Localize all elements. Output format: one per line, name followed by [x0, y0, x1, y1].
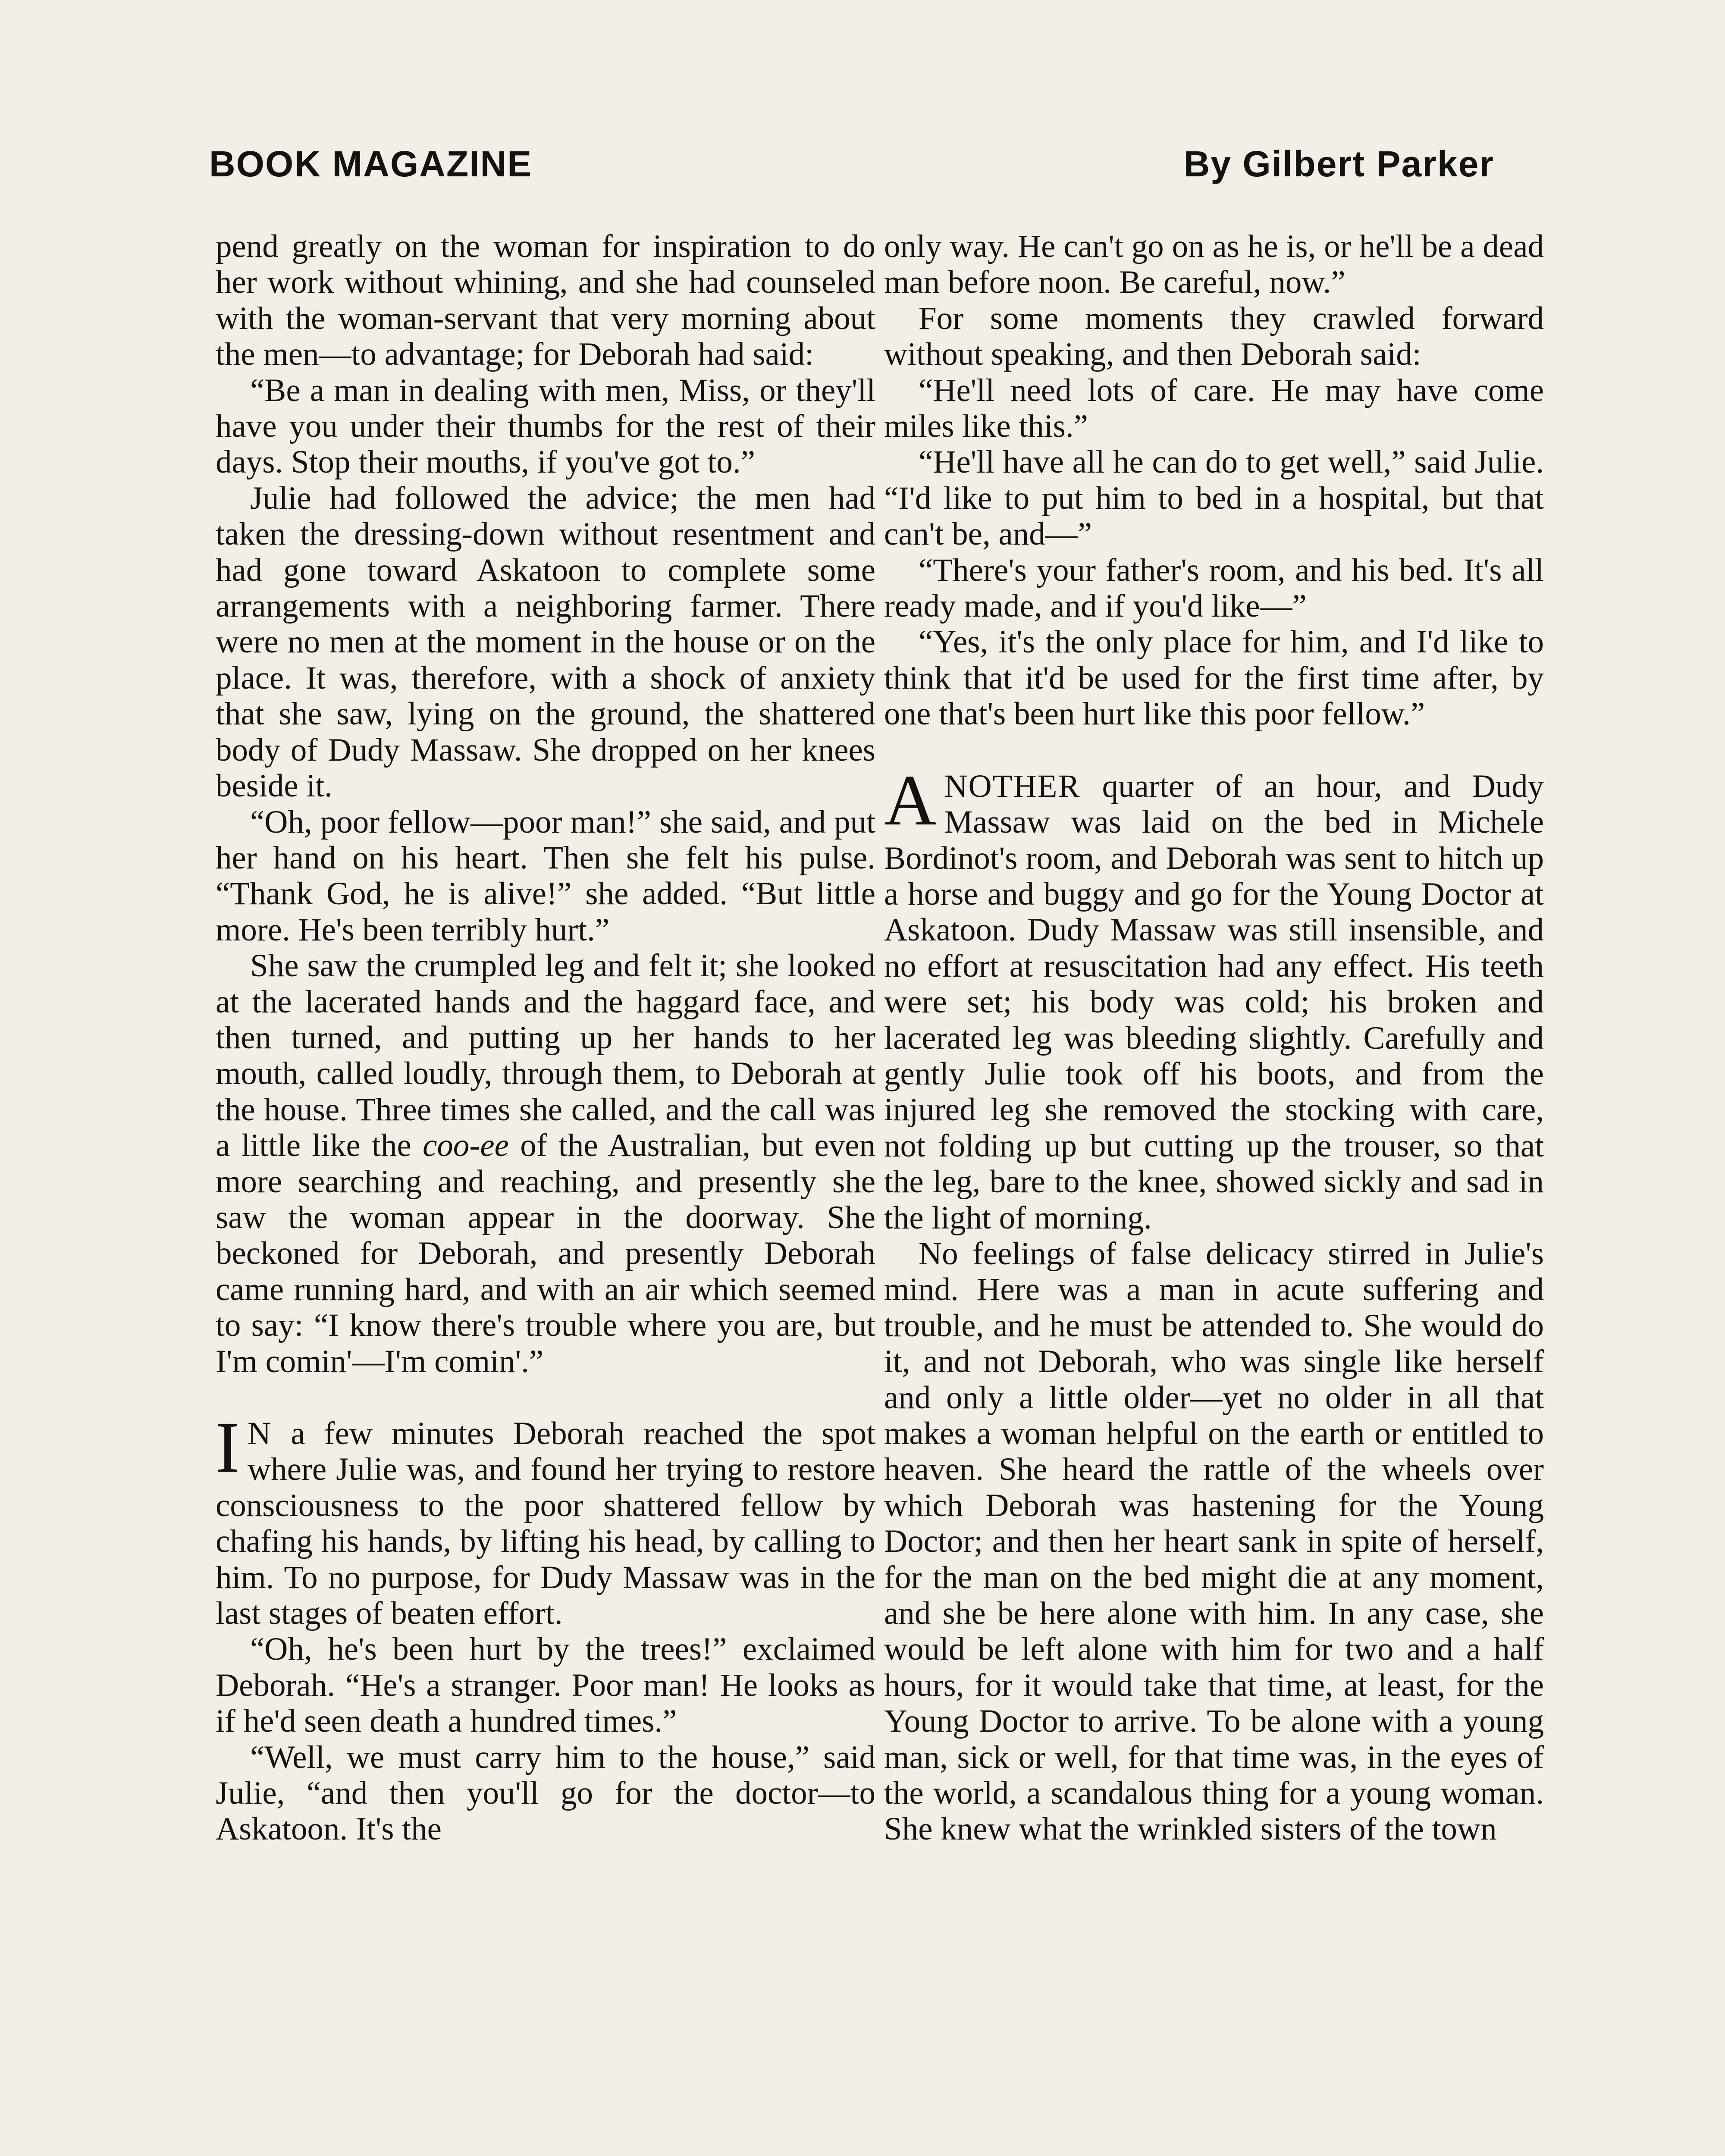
paragraph: pend greatly on the woman for inspiration to do her work without whining, and she had counseled with the woman-servant that very morning about the men—to advantage; for Deborah had said: [216, 229, 875, 373]
section-paragraph [884, 760, 1544, 1236]
running-header-title: BOOK MAGAZINE [209, 144, 533, 184]
paragraph-text: of the Australian, but even more searching and reaching, and presently she saw the woman appear in the doorway. She beckoned for Deborah, and presently Deborah came running hard, and with an air which seemed to say: “I know there's trouble where you are, but I'm comin'—I'm comin'.” [216, 1128, 875, 1379]
paragraph: For some moments they crawled forward without speaking, and then Deborah said: [884, 300, 1544, 373]
paragraph: “He'll need lots of care. He may have come miles like this.” [884, 372, 1544, 445]
paragraph: “There's your father's room, and his bed. It's all ready made, and if you'd like—” [884, 552, 1544, 624]
small-caps-lead: NOTHER [944, 768, 1081, 804]
paragraph [216, 948, 875, 1379]
paragraph: “Be a man in dealing with men, Miss, or they'll have you under their thumbs for the rest of their days. Stop their mouths, if you've got to.” [216, 372, 875, 480]
paragraph-text: She saw the crumpled leg and felt it; she looked at the lacerated hands and the haggard face, and then turned, and putting up her hands to her mouth, called loudly, through them, to Deborah at the house. Three times she called, and the call was a little like the [216, 948, 875, 1164]
emphasis-text: coo-ee [423, 1128, 509, 1164]
running-header-author: By Gilbert Parker [1183, 144, 1494, 184]
paragraph: Julie had followed the advice; the men had taken the dressing-down without resentment and had gone toward Askatoon to complete some arrangements with a neighboring farmer. There were no men at the moment in the house or on the place. It was, therefore, with a shock of anxiety that she saw, lying on the ground, the shattered body of Dudy Massaw. She dropped on her knees beside it. [216, 480, 875, 804]
paragraph: “Well, we must carry him to the house,” said Julie, “and then you'll go for the doctor—to Askatoon. It's the [216, 1739, 875, 1847]
right-column [884, 229, 1544, 1847]
paragraph-text: a few minutes Deborah reached the spot where Julie was, and found her trying to restore consciousness to the poor shattered fellow by chafing his hands, by lifting his head, by calling to him. To no purpose, for Dudy Massaw was in the last stages of beaten effort. [216, 1416, 875, 1632]
small-caps-lead: N [247, 1416, 272, 1451]
paragraph: “Oh, poor fellow—poor man!” she said, and put her hand on his heart. Then she felt his pulse. “Thank God, he is alive!” she added. “But little more. He's been terribly hurt.” [216, 804, 875, 948]
paragraph: “Yes, it's the only place for him, and I'd like to think that it'd be used for the first time after, by one that's been hurt like this poor fellow.” [884, 624, 1544, 732]
section-paragraph [216, 1407, 875, 1632]
paragraph-text: quarter of an hour, and Dudy Massaw was laid on the bed in Michele Bordinot's room, and Deborah was sent to hitch up a horse and buggy and go for the Young Doctor at Askatoon. Dudy Massaw was still insensible, and no effort at resuscitation had any effect. His teeth were set; his body was cold; his broken and lacerated leg was bleeding slightly. Carefully and gently Julie took off his boots, and from the injured leg she removed the stocking with care, not folding up but cutting up the trouser, so that the leg, bare to the knee, showed sickly and sad in the light of morning. [884, 768, 1544, 1236]
paragraph: only way. He can't go on as he is, or he'll be a dead man before noon. Be careful, now.” [884, 229, 1544, 301]
drop-cap: A [884, 760, 937, 840]
paragraph: “Oh, he's been hurt by the trees!” exclaimed Deborah. “He's a stranger. Poor man! He looks as if he'd seen death a hundred times.” [216, 1631, 875, 1739]
paragraph: No feelings of false delicacy stirred in Julie's mind. Here was a man in acute suffering and trouble, and he must be attended to. She would do it, and not Deborah, who was single like herself and only a little older—yet no older in all that makes a woman helpful on the earth or entitled to heaven. She heard the rattle of the wheels over which Deborah was hastening for the Young Doctor; and then her heart sank in spite of herself, for the man on the bed might die at any moment, and she be here alone with him. In any case, she would be left alone with him for two and a half hours, for it would take that time, at least, for the Young Doctor to arrive. To be alone with a young man, sick or well, for that time was, in the eyes of the world, a scandalous thing for a young woman. She knew what the wrinkled sisters of the town [884, 1235, 1544, 1847]
left-column [216, 229, 875, 1847]
drop-cap: I [216, 1407, 240, 1488]
paragraph: “He'll have all he can do to get well,” said Julie. “I'd like to put him to bed in a hospital, but that can't be, and—” [884, 444, 1544, 552]
